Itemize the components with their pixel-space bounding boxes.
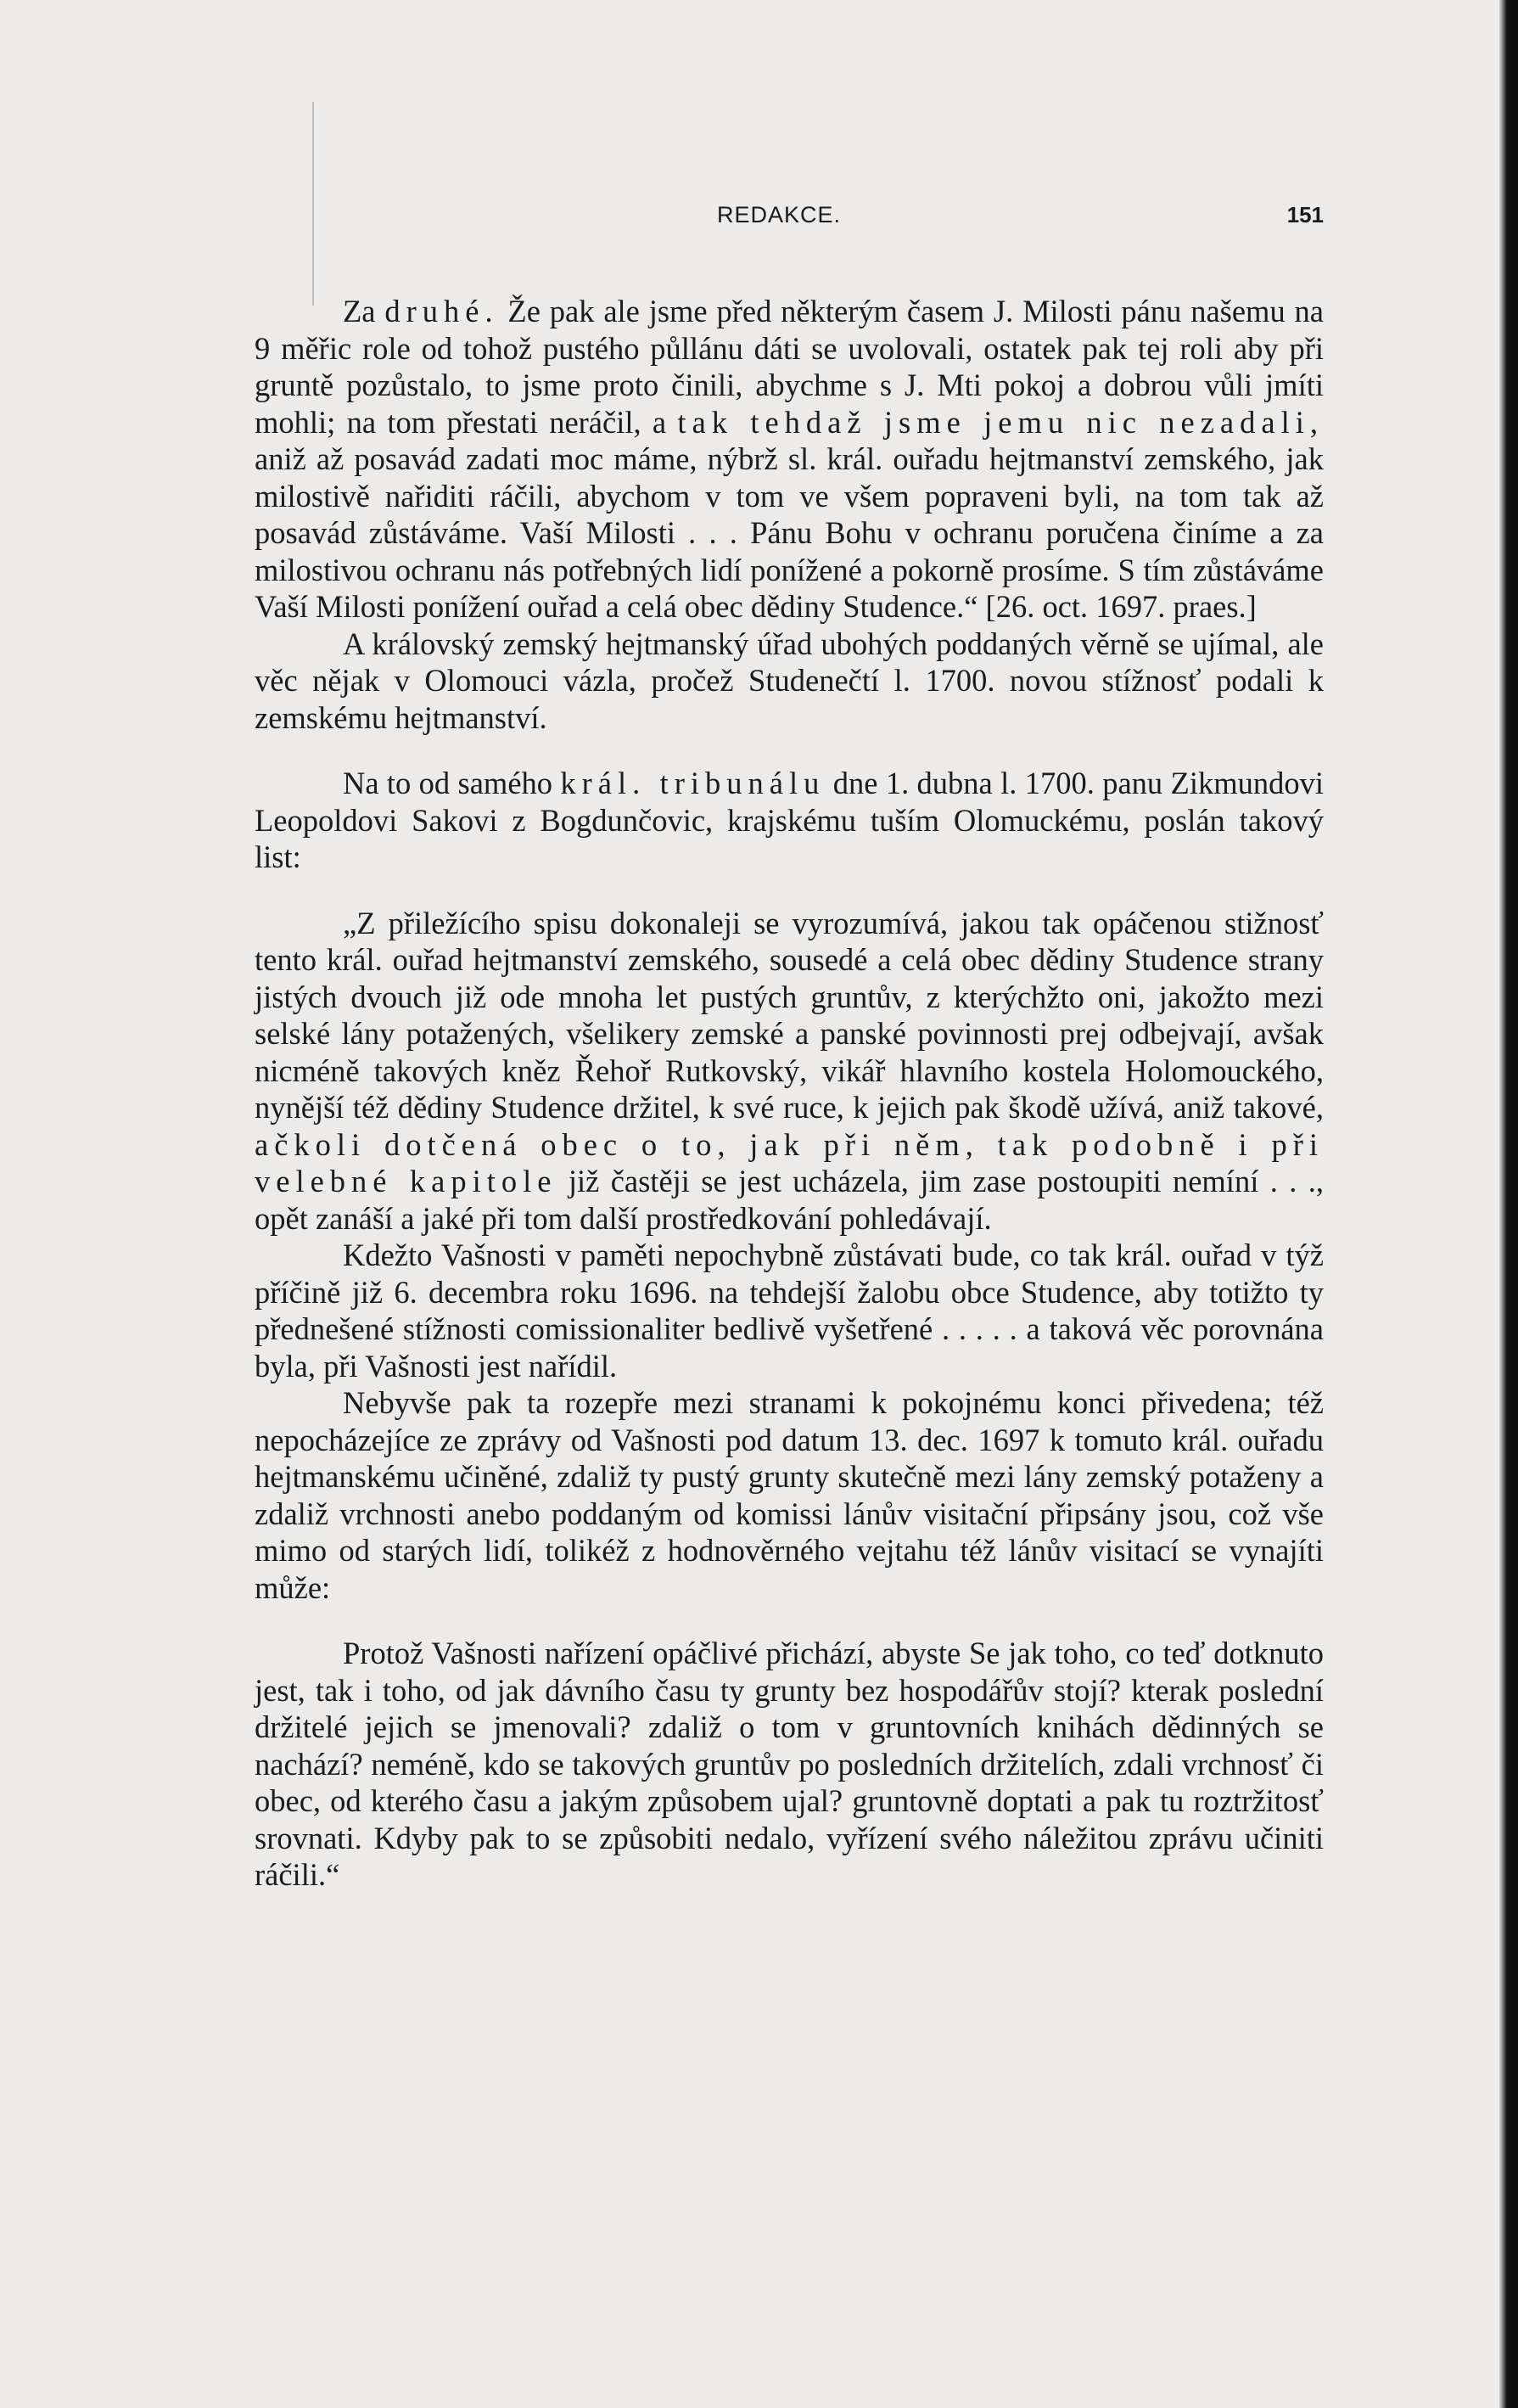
paragraph: Za druhé. Že pak ale jsme před některým časem J. Milosti pánu našemu na 9 měřic role od tohož pustého půllánu dáti se uvolovali, ostatek pak tej roli aby při gruntě pozůstalo, to jsme proto činili, abychme s J. Mti pokoj a dobrou vůli jmíti mohli; na tom přestati neráčil, a tak tehdaž jsme jemu nic nezadali, aniž až posavád zadati moc máme, nýbrž sl. král. ouřadu hejtmanství zemského, jak milostivě nařiditi ráčili, abychom v tom ve všem popraveni byli, na tom tak až posavád zůstáváme. Vaší Milosti . . . Pánu Bohu v ochranu poručena činíme a za milostivou ochranu nás potřebných lidí ponížené a pokorně prosíme. S tím zůstáváme Vaší Milosti ponížení ouřad a celá obec dědiny Studence.“ [26. oct. 1697. praes.]: [255, 294, 1324, 624]
header-title: REDAKCE.: [717, 202, 842, 227]
paragraph: Protož Vašnosti nařízení opáčlivé přichází, abyste Se jak toho, co teď dotknuto jest, tak i toho, od jak dávního času ty grunty bez hospodářův stojí? kterak poslední držitelé jejich se jmenovali? zdaliž o tom v gruntovních knihách dědinných se nachází? neméně, kdo se takových gruntův po posledních držitelích, zdali vrchnosť či obec, od kterého času a jakým způsobem ujal? gruntovně doptati a pak tu roztržitosť srovnati. Kdyby pak to se způsobiti nedalo, vyřízení svého náležitou zprávu učiniti ráčili.“: [255, 1636, 1324, 1892]
running-header: [255, 202, 1324, 236]
spaced-emphasis: tak tehdaž jsme jemu nic nezadali,: [677, 404, 1324, 440]
page-number: 151: [1286, 202, 1324, 227]
spaced-emphasis: druhé.: [384, 294, 499, 328]
paragraph: „Z přiležícího spisu dokonaleji se vyrozumívá, jakou tak opáčenou stižnosť tento král. ouřad hejtmanství zemského, sousedé a celá obec dědiny Studence strany jistých dvouch již ode mnoha let pustých gruntův, z kterýchžto oni, jakožto mezi selské lány potažených, všelikery zemské a panské povinnosti prej odbejvají, avšak nicméně takových kněz Řehoř Rutkovský, vikář hlavního kostela Holomouckého, nynější též dědiny Studence držitel, k své ruce, k jejich pak škodě užívá, aniž takové, ačkoli dotčená obec o to, jak při něm, tak podobně i při velebné kapitole již častěji se jest ucházela, jim zase postoupiti nemíní . . ., opět zanáší a jaké při tom další prostředkování pohledávají.: [255, 905, 1324, 1236]
page-edge-shadow: [1499, 0, 1518, 2408]
paragraph: Na to od samého král. tribunálu dne 1. dubna l. 1700. panu Zikmundovi Leopoldovi Sakovi z Bogdunčovic, krajskému tuším Olomuckému, poslán takový list:: [255, 766, 1324, 874]
body-text: [255, 293, 1324, 1894]
spaced-emphasis: ačkoli dotčená obec o to, jak při něm, tak podobně i při velebné kapitole: [255, 1126, 1324, 1198]
paragraph: A královský zemský hejtmanský úřad ubohých poddaných věrně se ujímal, ale věc nějak v Olomouci vázla, pročež Studenečtí l. 1700. novou stížnosť podali k zemskému hejtmanství.: [255, 626, 1324, 735]
paragraph: Nebyvše pak ta rozepře mezi stranami k pokojnému konci přivedena; též nepocházejíce ze zprávy od Vašnosti pod datum 13. dec. 1697 k tomuto král. ouřadu hejtmanskému učiněné, zdaliž ty pustý grunty skutečně mezi lány zemský potaženy a zdaliž vrchnosti anebo poddaným od komissi lánův visitační připsány jsou, což vše mimo od starých lidí, tolikéž z hodnověrného vejtahu též lánův visitací se vynajíti může:: [255, 1385, 1324, 1605]
paragraph: Kdežto Vašnosti v paměti nepochybně zůstávati bude, co tak král. ouřad v týž příčině již 6. decembra roku 1696. na tehdejší žalobu obce Studence, aby totižto ty přednešené stížnosti comissionaliter bedlivě vyšetřené . . . . . a taková věc porovnána byla, při Vašnosti jest nařídil.: [255, 1238, 1324, 1384]
spaced-emphasis: král. tribunálu: [560, 766, 826, 800]
